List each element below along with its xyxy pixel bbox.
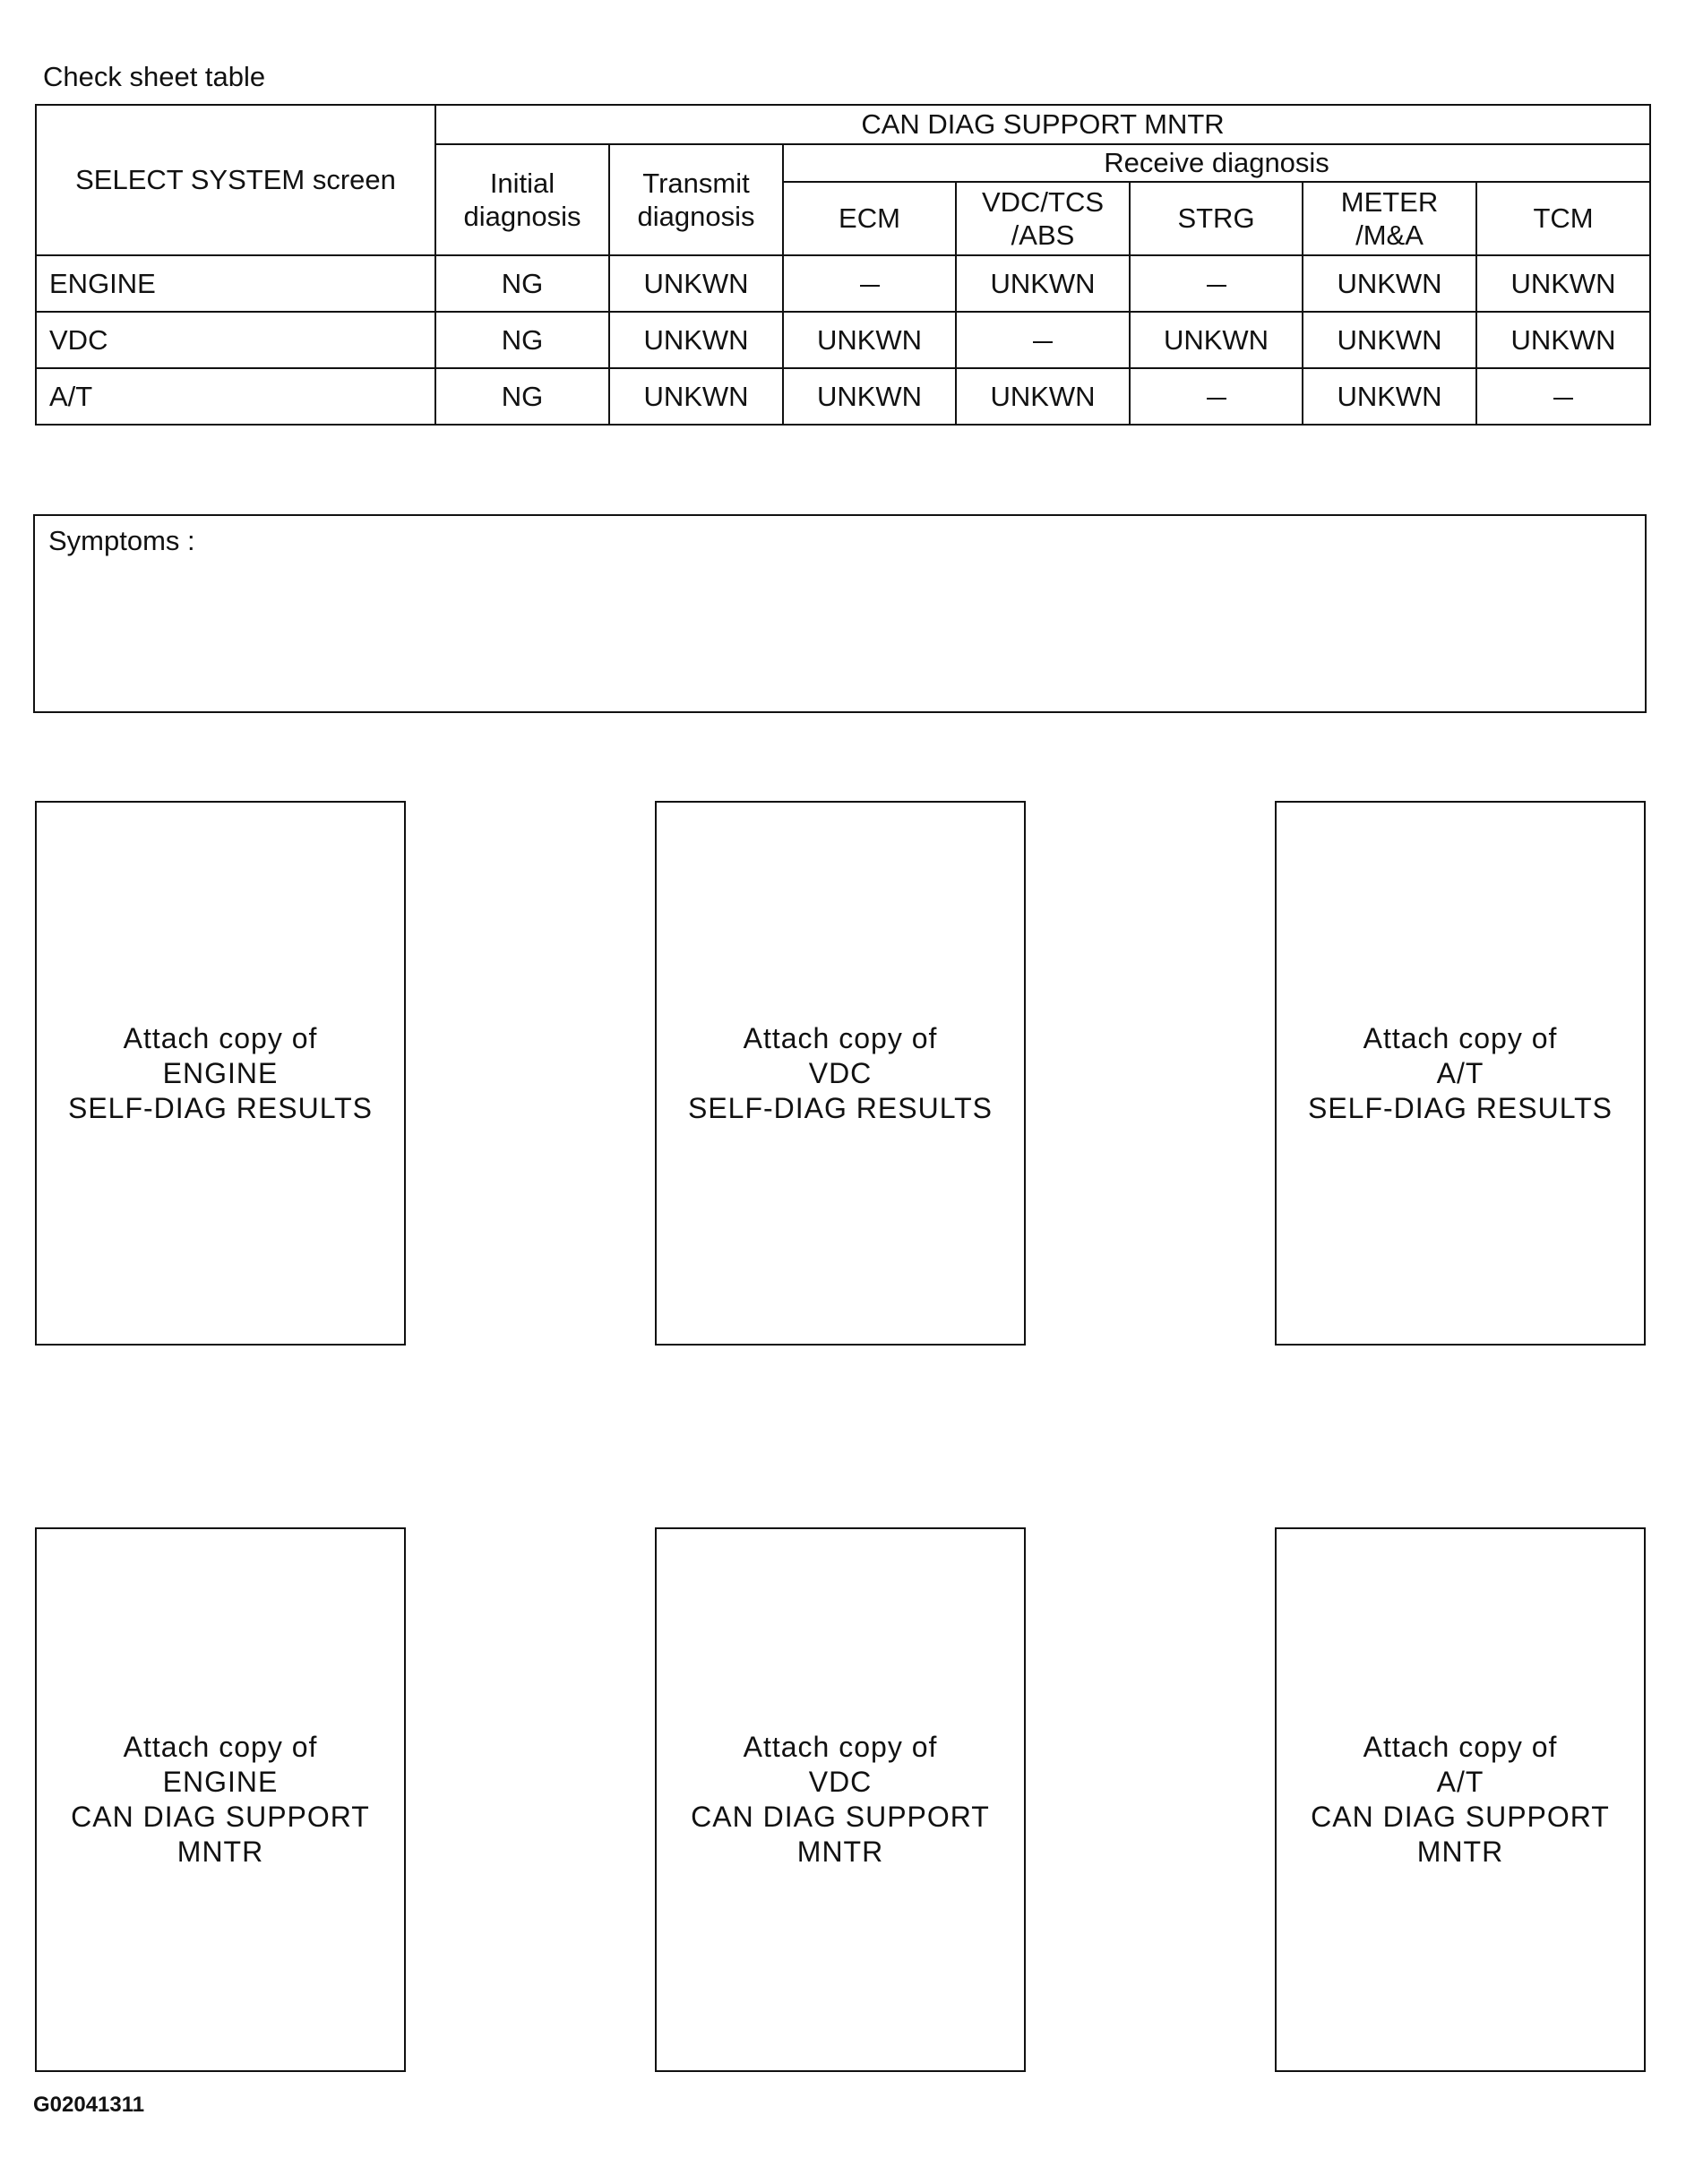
receive-diagnosis-cell [956,312,1130,368]
attach-copy-line: VDC [808,1056,873,1089]
attach-copy-line: MNTR [1416,1836,1504,1868]
receive-diagnosis-cell [1476,368,1650,425]
receive-diagnosis-cell [1130,368,1303,425]
dash-mark [1207,398,1226,400]
receive-diagnosis-cell: UNKWN [1476,312,1650,368]
receive-column-header: TCM [1476,182,1650,255]
receive-diagnosis-cell: UNKWN [1303,312,1476,368]
initial-diagnosis-cell: NG [435,312,609,368]
receive-column-header: VDC/TCS /ABS [956,182,1130,255]
receive-diagnosis-cell: UNKWN [1303,255,1476,312]
receive-diagnosis-cell: UNKWN [783,312,956,368]
receive-column-header: ECM [783,182,956,255]
receive-diagnosis-header: Receive diagnosis [783,144,1650,182]
receive-diagnosis-cell [783,255,956,312]
receive-diagnosis-cell [1130,255,1303,312]
transmit-diagnosis-cell: UNKWN [609,312,783,368]
attach-copy-line: A/T [1436,1766,1484,1798]
dash-mark [860,285,880,287]
symptoms-label: Symptoms : [48,525,195,556]
system-name-cell: ENGINE [36,255,435,312]
attach-copy-line: SELF-DIAG RESULTS [687,1091,994,1124]
transmit-diagnosis-header: Transmit diagnosis [609,144,783,255]
check-sheet-table [35,104,1651,426]
attach-copy-box [35,801,406,1346]
figure-id: G02041311 [33,2093,145,2117]
receive-diagnosis-cell: UNKWN [1476,255,1650,312]
dash-mark [1207,285,1226,287]
receive-diagnosis-cell: UNKWN [1130,312,1303,368]
table-row [36,312,1650,368]
initial-diagnosis-cell: NG [435,368,609,425]
attach-copy-line: Attach copy of [743,1021,938,1054]
attach-copy-box [655,1527,1026,2072]
attach-copy-box [655,801,1026,1346]
attach-copy-line: A/T [1436,1056,1484,1089]
attach-copy-line: SELF-DIAG RESULTS [1307,1091,1613,1124]
receive-column-header: METER /M&A [1303,182,1476,255]
attach-copy-line: ENGINE [162,1056,279,1089]
receive-diagnosis-cell: UNKWN [956,255,1130,312]
symptoms-box [33,514,1647,713]
table-caption: Check sheet table [43,61,266,92]
system-name-cell: A/T [36,368,435,425]
attach-copy-line: CAN DIAG SUPPORT [71,1801,370,1833]
attach-copy-line: Attach copy of [743,1731,938,1763]
receive-diagnosis-cell: UNKWN [956,368,1130,425]
attach-copy-line: MNTR [176,1836,264,1868]
can-diag-support-header: CAN DIAG SUPPORT MNTR [435,105,1650,144]
system-name-cell: VDC [36,312,435,368]
attach-copy-line: Attach copy of [123,1731,318,1763]
initial-diagnosis-header: Initial diagnosis [435,144,609,255]
table-row [36,368,1650,425]
attach-copy-line: VDC [808,1766,873,1798]
table-row [36,255,1650,312]
attach-copy-line: Attach copy of [1363,1731,1558,1763]
transmit-diagnosis-cell: UNKWN [609,255,783,312]
initial-diagnosis-cell: NG [435,255,609,312]
receive-diagnosis-cell: UNKWN [1303,368,1476,425]
attach-copy-line: SELF-DIAG RESULTS [67,1091,374,1124]
attach-copy-line: CAN DIAG SUPPORT [1311,1801,1610,1833]
attach-copy-line: ENGINE [162,1766,279,1798]
dash-mark [1033,341,1053,343]
receive-diagnosis-cell: UNKWN [783,368,956,425]
receive-column-header: STRG [1130,182,1303,255]
transmit-diagnosis-cell: UNKWN [609,368,783,425]
dash-mark [1553,398,1573,400]
select-system-header: SELECT SYSTEM screen [36,105,435,255]
attach-copy-line: Attach copy of [123,1021,318,1054]
attach-copy-line: CAN DIAG SUPPORT [691,1801,990,1833]
attach-copy-line: MNTR [796,1836,884,1868]
attach-copy-box [35,1527,406,2072]
attach-copy-line: Attach copy of [1363,1021,1558,1054]
attach-copy-box [1275,801,1646,1346]
attach-copy-box [1275,1527,1646,2072]
